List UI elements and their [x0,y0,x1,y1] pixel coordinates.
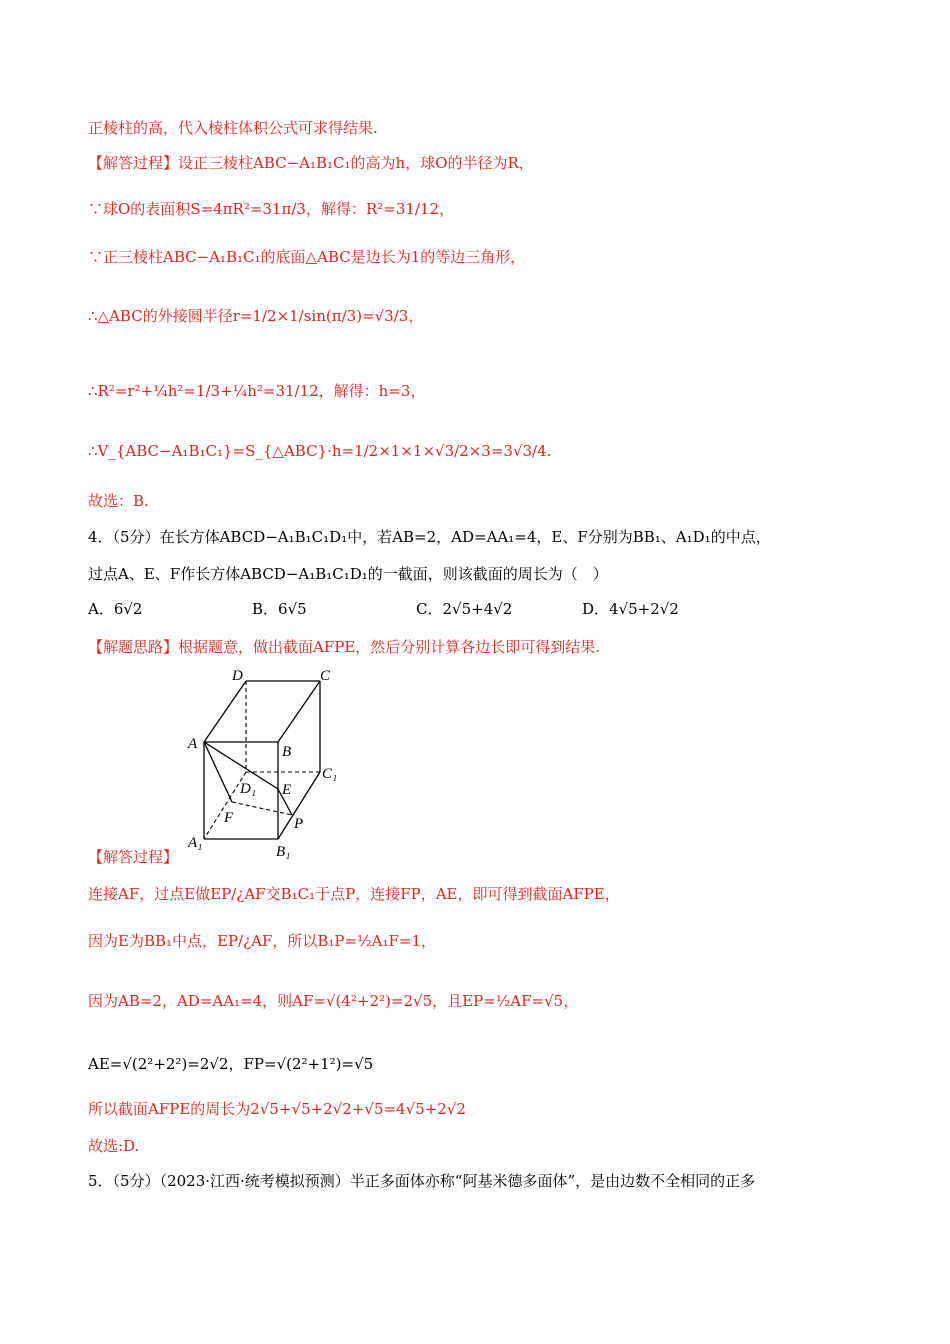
solution-line: 连接AF，过点E做EP/¿AF交B₁C₁于点P，连接FP，AE，即可得到截面AFPE， [88,885,620,903]
label-E: E [282,782,292,798]
solution-line: 因为AB=2，AD=AA₁=4，则AF=√(4²+2²)=2√5，且EP=½AF=√5， [88,992,579,1010]
choice-b: B．6√5 [252,600,307,618]
label-F: F [224,810,234,826]
label-C1: C₁ [322,766,338,782]
solution-line: ∴R²=r²+¼h²=1/3+¼h²=31/12，解得：h=3， [88,382,426,400]
choice-d: D．4√5+2√2 [582,600,679,618]
question-5-text: 5．（5分）（2023·江西·统考模拟预测）半正多面体亦称“阿基米德多面体”，是由边数不全相同的正多 [88,1172,756,1190]
solution-line: ∵正三棱柱ABC−A₁B₁C₁的底面△ABC是边长为1的等边三角形， [88,248,526,266]
solution-line: 因为E为BB₁中点，EP/¿AF，所以B₁P=½A₁F=1， [88,932,436,950]
solution-line: AE=√(2²+2²)=2√2，FP=√(2²+1²)=√5 [88,1055,374,1073]
choice-c: C．2√5+4√2 [416,600,513,618]
label-B: B [282,744,292,760]
question-4-text: 过点A、E、F作长方体ABCD−A₁B₁C₁D₁的一截面，则该截面的周长为（ ） [88,565,608,583]
choice-a: A．6√2 [88,600,143,618]
solution-heading: 【解答过程】设正三棱柱ABC−A₁B₁C₁的高为h，球O的半径为R， [88,154,534,172]
label-D1: D₁ [240,781,257,797]
answer-line: 故选:D. [88,1137,140,1155]
solution-line: ∵球O的表面积S=4πR²=31π/3，解得：R²=31/12， [88,200,455,218]
label-A1: A₁ [188,835,203,851]
solution-line: 所以截面AFPE的周长为2√5+√5+2√2+√5=4√5+2√2 [88,1100,466,1118]
label-C: C [320,668,331,684]
question-4-text: 4．（5分）在长方体ABCD−A₁B₁C₁D₁中，若AB=2，AD=AA₁=4，E、F分别为BB₁、A₁D₁的中点， [88,528,771,546]
answer-line: 故选：B. [88,492,149,510]
solution-line: ∴△ABC的外接圆半径r=1/2×1/sin(π/3)=√3/3， [88,307,424,325]
solution-line: 正棱柱的高，代入棱柱体积公式可求得结果. [88,119,378,137]
cuboid-figure [180,662,350,862]
solution-idea: 【解题思路】根据题意，做出截面AFPE，然后分别计算各边长即可得到结果. [88,638,601,656]
label-A: A [188,736,198,752]
label-D: D [232,668,243,684]
label-P: P [294,816,304,832]
solution-line: ∴V_{ABC−A₁B₁C₁}=S_{△ABC}·h=1/2×1×1×√3/2×3=3√3/4. [88,442,552,460]
label-B1: B₁ [276,844,291,860]
solution-heading: 【解答过程】 [88,848,179,866]
